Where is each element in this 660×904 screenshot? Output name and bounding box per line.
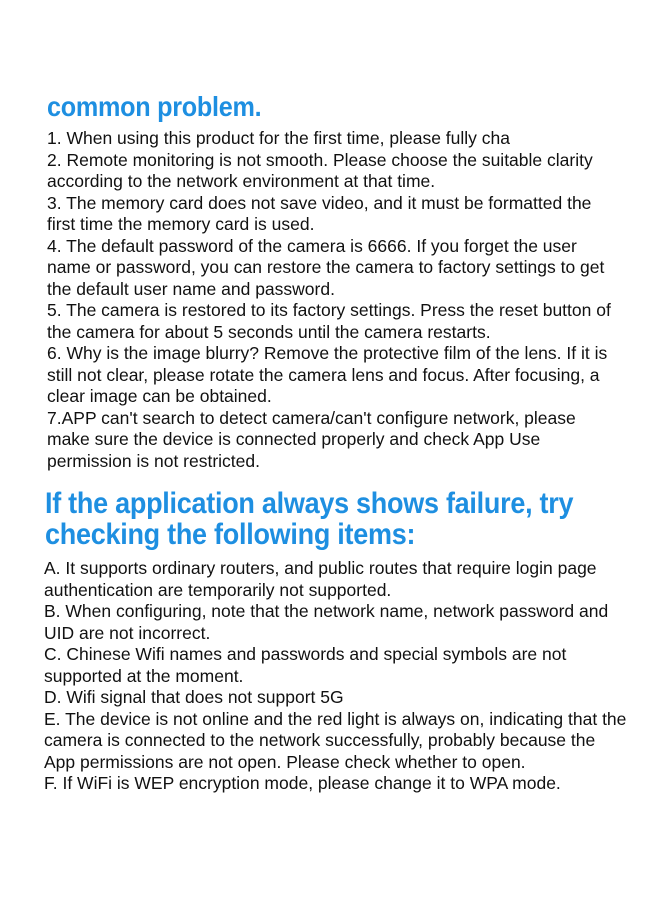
problem-item-6: 6. Why is the image blurry? Remove the protective film of the lens. If it is still not clear, please rotate the camera lens and focus. After focusing, a clear image can be obtained. <box>47 343 608 406</box>
problem-item-5: 5. The camera is restored to its factory settings. Press the reset button of the camera for about 5 seconds until the camera restarts. <box>47 300 611 342</box>
problem-item-7: 7.APP can't search to detect camera/can't configure network, please make sure the device is connected properly and check App Use permission is not restricted. <box>47 407 576 471</box>
check-item-a: A. It supports ordinary routers, and public routes that require login page authentication are temporarily not supported. <box>44 558 597 600</box>
failure-check-list <box>44 558 629 795</box>
failure-check-heading: If the application always shows failure, try checking the following items: <box>45 487 574 551</box>
check-item-f: F. If WiFi is WEP encryption mode, please change it to WPA mode. <box>44 773 561 793</box>
check-item-d: D. Wifi signal that does not support 5G <box>44 687 344 707</box>
common-problem-heading: common problem. <box>47 91 262 122</box>
problem-item-3: 3. The memory card does not save video, and it must be formatted the first time the memory card is used. <box>47 192 592 234</box>
problem-item-4: 4. The default password of the camera is 6666. If you forget the user name or password, you can restore the camera to factory settings to get the default user name and password. <box>47 235 605 299</box>
check-item-c: C. Chinese Wifi names and passwords and special symbols are not supported at the moment. <box>44 644 567 686</box>
check-item-b: B. When configuring, note that the network name, network password and UID are not incorrect. <box>44 601 609 643</box>
check-item-e: E. The device is not online and the red light is always on, indicating that the camera is connected to the network successfully, probably because the App permissions are not open. Please check whether to open. <box>44 708 627 772</box>
problem-item-2: 2. Remote monitoring is not smooth. Please choose the suitable clarity according to the network environment at that time. <box>47 149 593 191</box>
problem-item-1: 1. When using this product for the first time, please fully cha <box>47 128 510 148</box>
common-problem-list <box>47 128 622 472</box>
